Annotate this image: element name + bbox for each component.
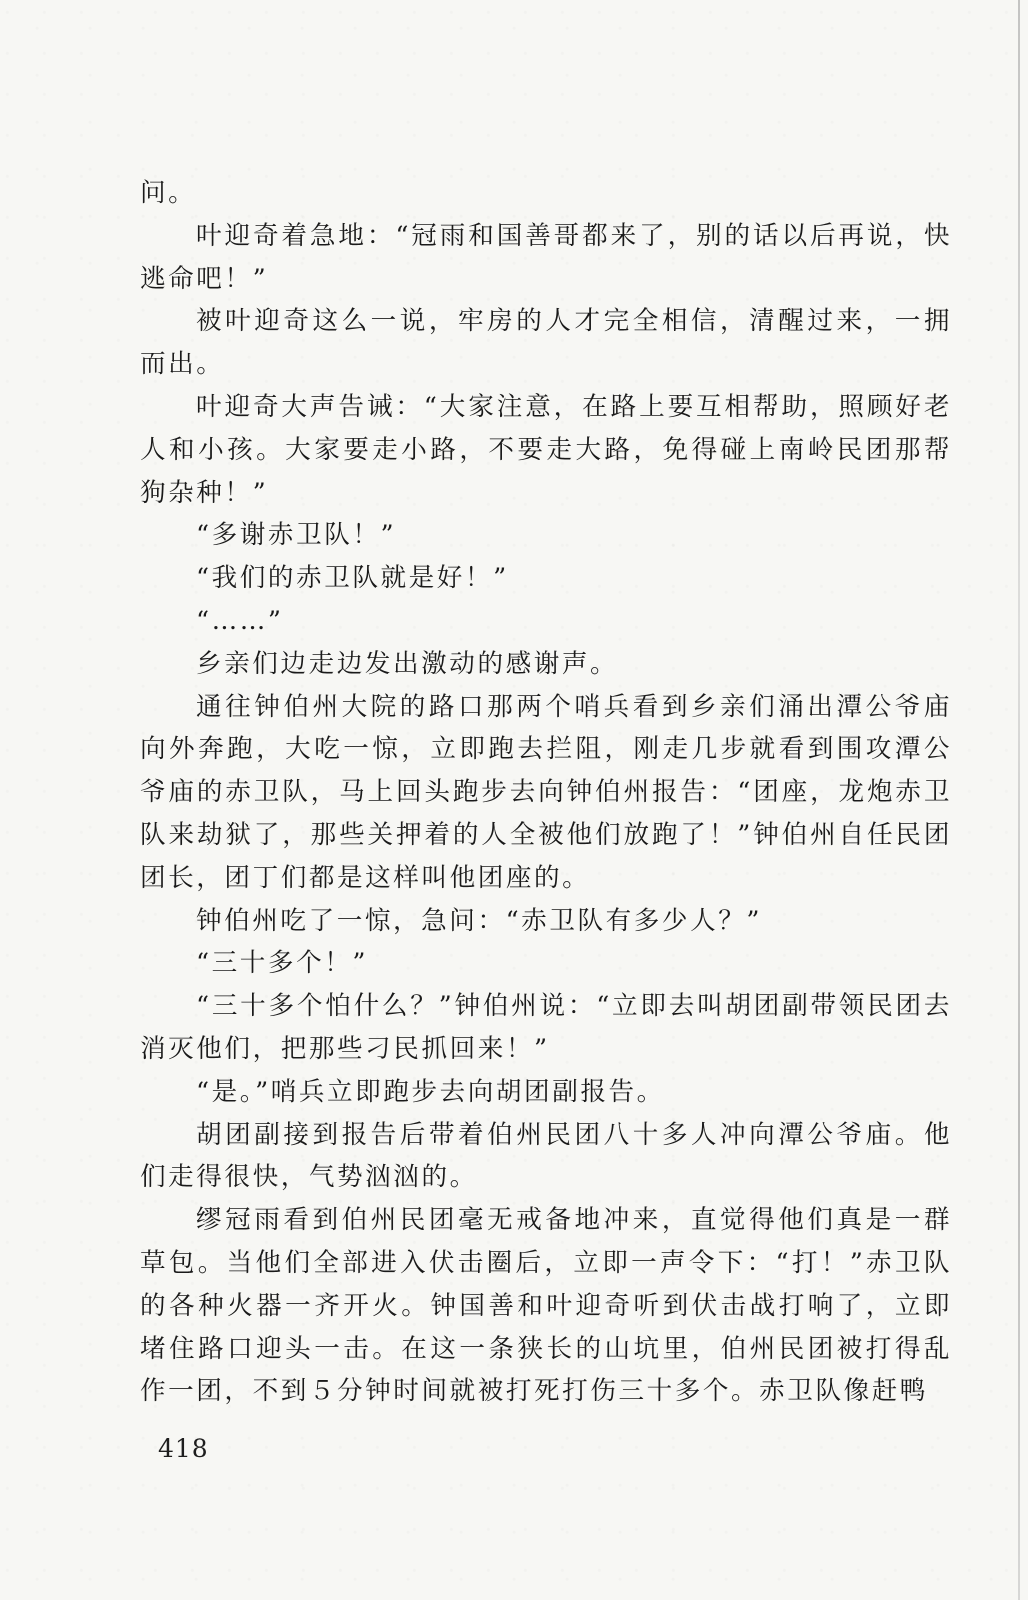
paragraph: 胡团副接到报告后带着伯州民团八十多人冲向潭公爷庙。他们走得很快，气势汹汹的。: [140, 1119, 952, 1193]
paragraph: “三十多个！”: [196, 948, 368, 979]
paragraph: “是。”哨兵立即跑步去向胡团副报告。: [196, 1076, 665, 1107]
paragraph: 通往钟伯州大院的路口那两个哨兵看到乡亲们涌出潭公爷庙向外奔跑，大吃一惊，立即跑去拦阻，刚走几步就看到围攻潭公爷庙的赤卫队，马上回头跑步去向钟伯州报告：“团座，龙炮赤卫队来劫狱了，那些关押着的人全被他们放跑了！”钟伯州自任民团团长，团丁们都是这样叫他团座的。: [140, 691, 952, 893]
paragraph: 钟伯州吃了一惊，急问：“赤卫队有多少人？”: [196, 905, 762, 936]
body-text: [140, 172, 952, 1413]
paragraph: “多谢赤卫队！”: [196, 520, 397, 551]
paragraph: 叶迎奇大声告诫：“大家注意，在路上要互相帮助，照顾好老人和小孩。大家要走小路，不要走大路，免得碰上南岭民团那帮狗杂种！”: [140, 391, 952, 508]
paragraph: 缪冠雨看到伯州民团毫无戒备地冲来，直觉得他们真是一群草包。当他们全部进入伏击圈后，立即一声令下：“打！”赤卫队的各种火器一齐开火。钟国善和叶迎奇听到伏击战打响了，立即堵住路口迎头一击。在这一条狭长的山坑里，伯州民团被打得乱作一团，不到５分钟时间就被打死打伤三十多个。赤卫队像赶鸭: [140, 1205, 952, 1407]
paragraph: “我们的赤卫队就是好！”: [196, 563, 509, 594]
page-edge-shadow: [1018, 0, 1020, 1600]
paragraph: 叶迎奇着急地：“冠雨和国善哥都来了，别的话以后再说，快逃命吧！”: [140, 220, 952, 294]
paragraph: 被叶迎奇这么一说，牢房的人才完全相信，清醒过来，一拥而出。: [140, 306, 952, 380]
paragraph: “三十多个怕什么？”钟伯州说：“立即去叫胡团副带领民团去消灭他们，把那些刁民抓回来！”: [140, 991, 952, 1064]
paragraph: 问。: [140, 178, 197, 208]
paragraph: 乡亲们边走边发出激动的感谢声。: [196, 648, 619, 679]
page-number: 418: [158, 1434, 209, 1463]
paragraph: “……”: [196, 605, 284, 636]
